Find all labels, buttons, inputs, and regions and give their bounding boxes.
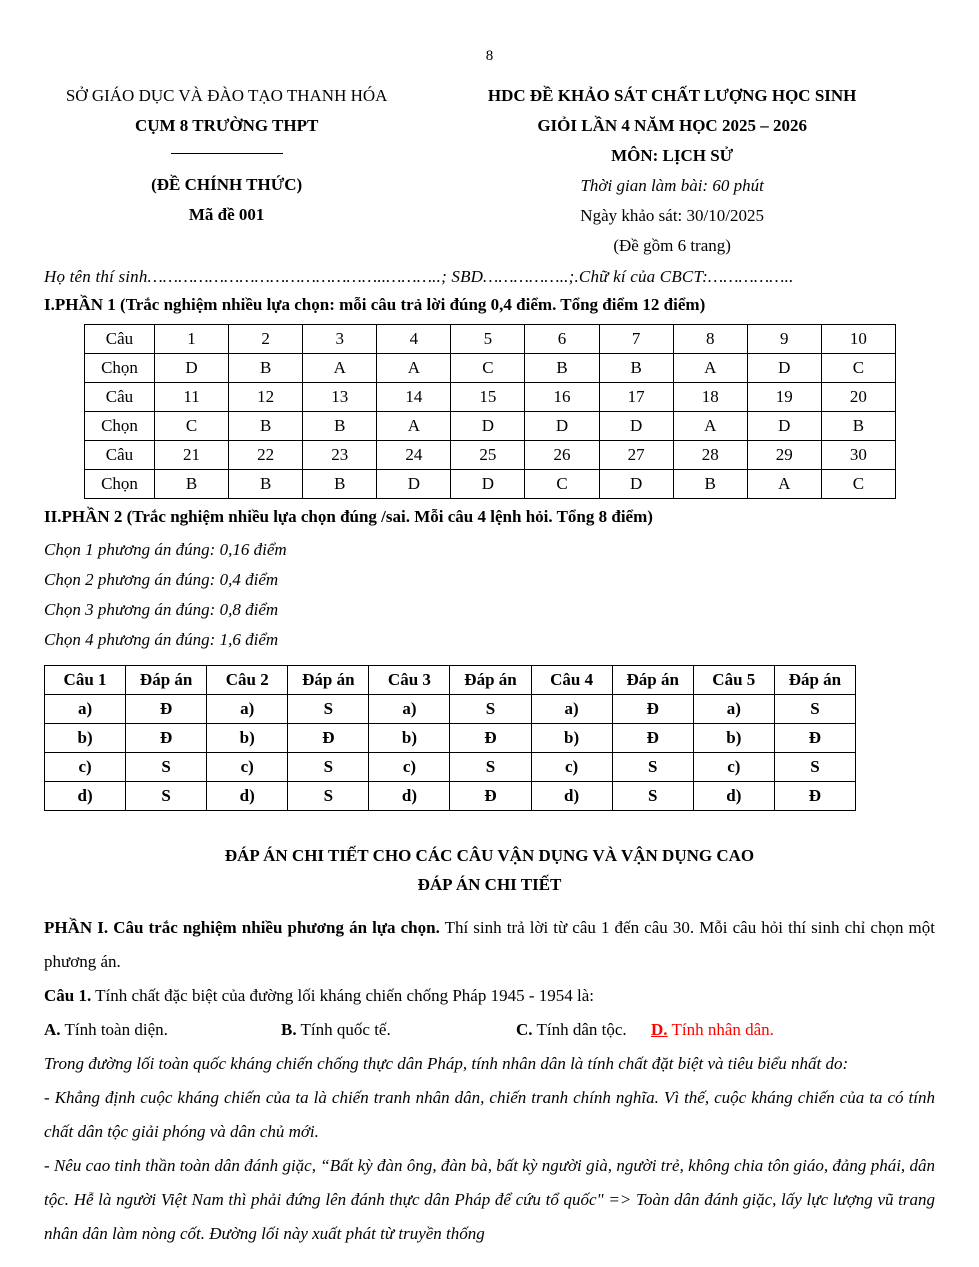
table-cell: S xyxy=(288,753,369,782)
table-row xyxy=(85,325,896,354)
header-left-block xyxy=(44,81,409,261)
table-cell: 2 xyxy=(229,325,303,354)
option-d-correct-answer xyxy=(651,1013,935,1047)
table-cell: 15 xyxy=(451,383,525,412)
table-cell: S xyxy=(450,695,531,724)
part2-heading: II.PHẦN 2 (Trắc nghiệm nhiều lựa chọn đúng /sai. Mỗi câu 4 lệnh hỏi. Tổng 8 điểm) xyxy=(44,507,653,526)
table-cell: 4 xyxy=(377,325,451,354)
part1-intro-text: Thí sinh trả lời từ câu 1 đến câu 30. Mỗi câu hỏi thí sinh chỉ chọn một phương án. xyxy=(44,918,935,971)
table-cell: B xyxy=(229,412,303,441)
table-cell: 25 xyxy=(451,441,525,470)
table-cell: C xyxy=(155,412,229,441)
table-cell: 8 xyxy=(673,325,747,354)
table-cell: 3 xyxy=(303,325,377,354)
table-cell: 12 xyxy=(229,383,303,412)
table-cell: d) xyxy=(207,782,288,811)
table-cell: D xyxy=(599,470,673,499)
table-cell: B xyxy=(525,354,599,383)
table-cell: c) xyxy=(693,753,774,782)
table-cell: c) xyxy=(45,753,126,782)
table-cell: A xyxy=(673,354,747,383)
question1-line xyxy=(44,979,935,1013)
option-b-letter: B. xyxy=(281,1020,297,1039)
exam-title-line1: HDC ĐỀ KHẢO SÁT CHẤT LƯỢNG HỌC SINH xyxy=(487,86,857,105)
table-cell: b) xyxy=(207,724,288,753)
table-cell: D xyxy=(747,354,821,383)
student-info-line: Họ tên thí sinh………………………………………..………..; SBD……………..;.Chữ kí của CBCT:…………….. xyxy=(44,267,794,286)
table-cell: d) xyxy=(45,782,126,811)
table-cell: 23 xyxy=(303,441,377,470)
table-cell: D xyxy=(747,412,821,441)
table-cell: 13 xyxy=(303,383,377,412)
table-cell: Câu xyxy=(85,383,155,412)
table-cell: Câu xyxy=(85,325,155,354)
option-c-letter: C. xyxy=(516,1020,533,1039)
table-cell: S xyxy=(450,753,531,782)
scoring-rule: Chọn 4 phương án đúng: 1,6 điểm xyxy=(44,630,279,649)
detail-title-line2: ĐÁP ÁN CHI TIẾT xyxy=(417,875,562,894)
table-cell: A xyxy=(303,354,377,383)
table-row xyxy=(85,470,896,499)
page-number: 8 xyxy=(485,48,494,64)
table-cell: 16 xyxy=(525,383,599,412)
scoring-rule: Chọn 1 phương án đúng: 0,16 điểm xyxy=(44,540,287,559)
table-cell: 6 xyxy=(525,325,599,354)
table-cell: 14 xyxy=(377,383,451,412)
table-cell: Câu xyxy=(85,441,155,470)
table-header-cell: Đáp án xyxy=(450,666,531,695)
option-c-text: Tính dân tộc. xyxy=(532,1020,627,1039)
table-cell: Đ xyxy=(126,695,207,724)
part1-heading: I.PHẦN 1 (Trắc nghiệm nhiều lựa chọn: mỗi câu trả lời đúng 0,4 điểm. Tổng điểm 12 điểm) xyxy=(44,295,706,314)
table-cell: 17 xyxy=(599,383,673,412)
table-cell: D xyxy=(377,470,451,499)
table-cell: B xyxy=(229,470,303,499)
table-cell: Đ xyxy=(774,782,855,811)
table-cell: B xyxy=(673,470,747,499)
table-cell: Đ xyxy=(288,724,369,753)
table-cell: Đ xyxy=(126,724,207,753)
table-cell: D xyxy=(155,354,229,383)
table-row xyxy=(45,782,856,811)
option-a xyxy=(44,1013,281,1047)
table-cell: Chọn xyxy=(85,354,155,383)
table-cell: A xyxy=(673,412,747,441)
table-cell: 20 xyxy=(821,383,895,412)
detail-titles xyxy=(44,841,935,899)
detail-body xyxy=(44,911,935,1251)
table-cell: S xyxy=(612,782,693,811)
table-cell: S xyxy=(774,695,855,724)
table-cell: Đ xyxy=(450,782,531,811)
table-row xyxy=(45,724,856,753)
table-cell: b) xyxy=(531,724,612,753)
table-cell: a) xyxy=(693,695,774,724)
detail-title-line1: ĐÁP ÁN CHI TIẾT CHO CÁC CÂU VẬN DỤNG VÀ VẬN DỤNG CAO xyxy=(224,846,755,865)
part1-intro-label: PHẦN I. Câu trắc nghiệm nhiều phương án lựa chọn. xyxy=(44,918,440,937)
table-cell: B xyxy=(155,470,229,499)
exam-type: (ĐỀ CHÍNH THỨC) xyxy=(151,175,303,194)
table-cell: b) xyxy=(45,724,126,753)
table-cell: B xyxy=(303,470,377,499)
table-row xyxy=(45,753,856,782)
table-cell: C xyxy=(525,470,599,499)
table-cell: 21 xyxy=(155,441,229,470)
table-cell: S xyxy=(288,695,369,724)
table-header-cell: Câu 4 xyxy=(531,666,612,695)
table-cell: S xyxy=(774,753,855,782)
table-cell: b) xyxy=(369,724,450,753)
table-cell: B xyxy=(599,354,673,383)
table-cell: 30 xyxy=(821,441,895,470)
school-cluster: CỤM 8 TRƯỜNG THPT xyxy=(134,116,319,135)
option-a-text: Tính toàn diện. xyxy=(60,1020,168,1039)
table-cell: B xyxy=(821,412,895,441)
table-cell: 5 xyxy=(451,325,525,354)
scoring-rule: Chọn 3 phương án đúng: 0,8 điểm xyxy=(44,600,279,619)
scoring-rule: Chọn 2 phương án đúng: 0,4 điểm xyxy=(44,570,279,589)
table-cell: Chọn xyxy=(85,470,155,499)
table-cell: Đ xyxy=(612,724,693,753)
table-cell: 19 xyxy=(747,383,821,412)
question1-label: Câu 1. xyxy=(44,986,92,1005)
table-cell: c) xyxy=(207,753,288,782)
table-cell: 24 xyxy=(377,441,451,470)
table-header-cell: Đáp án xyxy=(612,666,693,695)
table-cell: D xyxy=(599,412,673,441)
option-b-text: Tính quốc tế. xyxy=(296,1020,391,1039)
header-divider xyxy=(171,153,283,154)
table-cell: a) xyxy=(207,695,288,724)
table-cell: 28 xyxy=(673,441,747,470)
table-cell: 10 xyxy=(821,325,895,354)
explanation-paragraph: - Khẳng định cuộc kháng chiến của ta là chiến tranh nhân dân, chiến tranh chính nghĩa. Vì thế, cuộc kháng chiến của ta có tính chất dân tộc giải phóng và dân chủ mới. xyxy=(44,1088,935,1141)
table-row xyxy=(85,383,896,412)
department-name: SỞ GIÁO DỤC VÀ ĐÀO TẠO THANH HÓA xyxy=(65,86,388,105)
exam-duration: Thời gian làm bài: 60 phút xyxy=(580,176,764,195)
table-cell: Chọn xyxy=(85,412,155,441)
question1-text: Tính chất đặc biệt của đường lối kháng chiến chống Pháp 1945 - 1954 là: xyxy=(91,986,594,1005)
table-cell: a) xyxy=(531,695,612,724)
explanation-paragraph: Trong đường lối toàn quốc kháng chiến chống thực dân Pháp, tính nhân dân là tính chất đặt biệt và tiêu biểu nhất do: xyxy=(44,1054,849,1073)
option-c xyxy=(516,1013,651,1047)
table-cell: 27 xyxy=(599,441,673,470)
table-row xyxy=(45,695,856,724)
part1-intro-paragraph xyxy=(44,911,935,979)
table-cell: D xyxy=(451,412,525,441)
part1-answer-table xyxy=(84,324,896,499)
question1-explanation xyxy=(44,1047,935,1251)
table-cell: S xyxy=(612,753,693,782)
table-cell: d) xyxy=(369,782,450,811)
table-cell: S xyxy=(288,782,369,811)
table-cell: 29 xyxy=(747,441,821,470)
table-cell: A xyxy=(377,412,451,441)
table-cell: 22 xyxy=(229,441,303,470)
table-header-cell: Câu 5 xyxy=(693,666,774,695)
table-header-cell: Câu 1 xyxy=(45,666,126,695)
table-cell: C xyxy=(821,354,895,383)
table-cell: 7 xyxy=(599,325,673,354)
table-cell: S xyxy=(126,782,207,811)
table-row xyxy=(85,412,896,441)
exam-subject: MÔN: LỊCH SỬ xyxy=(611,146,734,165)
table-cell: B xyxy=(229,354,303,383)
document-header xyxy=(44,81,935,261)
table-cell: B xyxy=(303,412,377,441)
table-cell: 9 xyxy=(747,325,821,354)
table-cell: d) xyxy=(531,782,612,811)
option-b xyxy=(281,1013,516,1047)
table-header-cell: Câu 2 xyxy=(207,666,288,695)
part2-answer-table xyxy=(44,665,856,811)
option-a-letter: A. xyxy=(44,1020,61,1039)
table-cell: 18 xyxy=(673,383,747,412)
table-cell: Đ xyxy=(450,724,531,753)
table-cell: 1 xyxy=(155,325,229,354)
table-cell: a) xyxy=(369,695,450,724)
exam-title-line2: GIỎI LẦN 4 NĂM HỌC 2025 – 2026 xyxy=(537,116,807,135)
table-cell: a) xyxy=(45,695,126,724)
table-header-cell: Đáp án xyxy=(774,666,855,695)
header-right-block xyxy=(409,81,935,261)
question1-options xyxy=(44,1013,935,1047)
table-cell: c) xyxy=(369,753,450,782)
pages-note: (Đề gồm 6 trang) xyxy=(613,236,731,255)
table-header-cell: Đáp án xyxy=(126,666,207,695)
survey-date: Ngày khảo sát: 30/10/2025 xyxy=(580,206,764,225)
table-cell: S xyxy=(126,753,207,782)
table-cell: b) xyxy=(693,724,774,753)
table-cell: c) xyxy=(531,753,612,782)
explanation-paragraph: - Nêu cao tinh thần toàn dân đánh giặc, “Bất kỳ đàn ông, đàn bà, bất kỳ người già, người trẻ, không chia tôn giáo, đảng phái, dân tộc. Hễ là người Việt Nam thì phải đứng lên đánh thực dân Pháp để cứu tổ quốc" => Toàn dân đánh giặc, lấy lực lượng vũ trang nhân dân làm nòng cốt. Đường lối này xuất phát từ truyền thống xyxy=(44,1156,935,1243)
table-cell: C xyxy=(451,354,525,383)
table-header-cell: Đáp án xyxy=(288,666,369,695)
table-cell: D xyxy=(451,470,525,499)
part2-scoring-rules xyxy=(44,535,935,655)
table-row xyxy=(85,441,896,470)
table-cell: 11 xyxy=(155,383,229,412)
table-cell: Đ xyxy=(612,695,693,724)
table-cell: C xyxy=(821,470,895,499)
table-cell: A xyxy=(747,470,821,499)
table-cell: A xyxy=(377,354,451,383)
exam-code: Mã đề 001 xyxy=(188,205,265,224)
table-cell: d) xyxy=(693,782,774,811)
table-cell: Đ xyxy=(774,724,855,753)
option-d-text: Tính nhân dân. xyxy=(667,1020,774,1039)
table-header-cell: Câu 3 xyxy=(369,666,450,695)
table-cell: 26 xyxy=(525,441,599,470)
table-header-row xyxy=(45,666,856,695)
table-cell: D xyxy=(525,412,599,441)
option-d-letter: D. xyxy=(651,1020,668,1039)
table-row xyxy=(85,354,896,383)
